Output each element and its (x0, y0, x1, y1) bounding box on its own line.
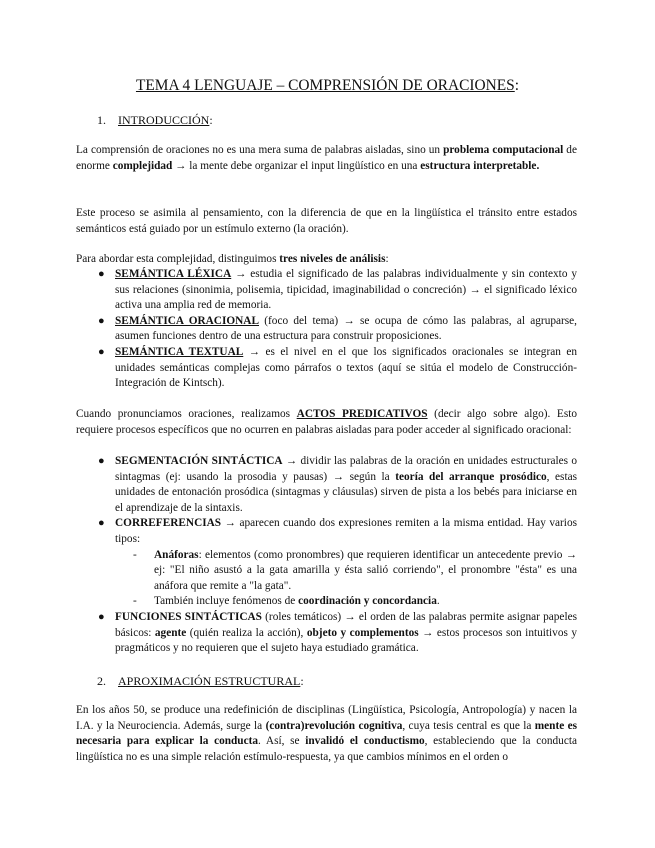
section-2-heading (97, 673, 304, 689)
level-label: SEMÁNTICA LÉXICA (115, 268, 232, 280)
list-item-textual (76, 345, 577, 392)
level-text: → es el nivel en el que los significados oracionales se integran en unidades semánticas complejas como párrafos o textos (aquí se sitúa el modelo de Construcción-Integración de Kintsch). (115, 345, 577, 390)
title-colon: : (514, 77, 520, 94)
text: Para abordar esta complejidad, distinguimos (76, 253, 280, 265)
section-2-colon: : (300, 674, 304, 688)
document-title (0, 76, 655, 96)
bold-text: coordinación y concordancia (298, 595, 437, 608)
bullet-icon: ● (98, 314, 105, 327)
text: (decir algo sobre algo). Esto requiere procesos específicos que no ocurren en palabras aisladas para poder acceder al significado oracional: (76, 408, 578, 436)
text: Cuando pronunciamos oraciones, realizamos (76, 408, 297, 420)
coref-sublist (115, 548, 577, 610)
text: : (385, 253, 389, 265)
section-1-colon: : (209, 113, 213, 127)
text: de enorme (76, 144, 577, 172)
act-label: SEGMENTACIÓN SINTÁCTICA (115, 455, 283, 467)
section-1-title: INTRODUCCIÓN (118, 113, 210, 127)
text: , estableciendo que la conducta lingüística no es una simple relación estímulo-respuesta, ya que cambios mínimos en el orden o (76, 735, 578, 763)
text: (roles temáticos) → el orden de las palabras permite asignar papeles básicos: (115, 610, 577, 639)
text: (quién realiza la acción), (186, 626, 307, 639)
list-item-lexica (76, 267, 577, 314)
bullet-icon: ● (98, 517, 105, 530)
list-item-funciones (76, 610, 577, 657)
text: . Así, se (258, 735, 306, 748)
text: : elementos (como pronombres) que requieren identificar un antecedente previo → ej: "El niño asustó a la gata amarilla y ésta salió corriendo", el pronombre "ésta" es una anáfora que remite a "la gata". (154, 548, 577, 592)
text: → aparecen cuando dos expresiones remiten a la misma entidad. Hay varios tipos: (115, 517, 577, 545)
text: . (436, 595, 440, 608)
level-text: (foco del tema) → se ocupa de cómo las palabras, al agruparse, asumen funciones dentro de una estructura para construir proposiciones. (115, 314, 578, 343)
list-item-oracional (76, 314, 577, 345)
bullet-icon: ● (98, 455, 105, 467)
list-item-correferencias (76, 516, 577, 610)
dash-icon: - (133, 548, 137, 561)
dash-icon: - (133, 595, 137, 608)
bullet-icon: ● (98, 268, 105, 280)
text: → estos procesos son intuitivos y pragmáticos y no requieren que el sujeto haya estudiado gramática. (115, 626, 578, 655)
sub-item-coordinacion (115, 594, 577, 610)
bold-text: problema computacional (443, 144, 564, 156)
bold-text: (contra)revolución cognitiva (265, 719, 403, 732)
text: La comprensión de oraciones no es una mera suma de palabras aisladas, sino un (76, 144, 444, 156)
section-1-heading (97, 112, 213, 128)
section-1-number: 1. (97, 113, 106, 127)
sub-item-anaforas (115, 548, 577, 595)
paragraph-cognitive (76, 703, 577, 765)
bold-text: teoría del arranque prosódico (395, 470, 547, 483)
bold-text: invalidó el conductismo (305, 735, 425, 748)
levels-list (76, 267, 577, 392)
paragraph-thought (76, 206, 577, 237)
act-label: FUNCIONES SINTÁCTICAS (115, 610, 262, 623)
act-label: CORREFERENCIAS (115, 517, 222, 530)
level-label: SEMÁNTICA ORACIONAL (115, 314, 259, 327)
level-label: SEMÁNTICA TEXTUAL (115, 345, 244, 358)
bold-text: objeto y complementos (306, 626, 419, 639)
paragraph-intro (76, 143, 577, 174)
text: También incluye fenómenos de (154, 595, 299, 608)
bullet-icon: ● (98, 610, 105, 623)
level-text: → estudia el significado de las palabras individualmente y sin contexto y sus relaciones (sinonimia, polisemia, tipicidad, imaginabilidad o concreción) → el significado léxico activa una amplia red de memoria. (115, 268, 577, 312)
bold-text: ACTOS PREDICATIVOS (296, 408, 428, 420)
bold-text: estructura interpretable. (420, 159, 540, 172)
text: , cuya tesis central es que la (402, 719, 535, 732)
bold-text: mente es necesaria para explicar la conducta (76, 719, 577, 748)
title-text: TEMA 4 LENGUAJE – COMPRENSIÓN DE ORACIONES (135, 77, 515, 94)
list-item-segmentacion (76, 454, 577, 516)
text: , estas unidades de entonación prosódica (sintagmas y cláusulas) sirven de pista a los bebés para iniciarse en el aprendizaje de la sintaxis. (115, 470, 578, 514)
text: En los años 50, se produce una redefinición de disciplinas (Lingüística, Psicología, Antropología) y nacen la I.A. y la Neurociencia. Además, surge la (76, 704, 577, 732)
acts-list (76, 454, 577, 657)
paragraph-acts (76, 407, 577, 438)
text: → la mente debe organizar el input lingüístico en una (172, 159, 421, 172)
bold-text: Anáforas (154, 548, 199, 561)
bold-text: agente (154, 626, 187, 639)
text: Este proceso se asimila al pensamiento, con la diferencia de que en la lingüística el tránsito entre estados semánticos está guiado por un estímulo externo (la oración). (76, 207, 577, 235)
text: → dividir las palabras de la oración en unidades estructurales o sintagmas (ej: usando la prosodia y pausas) → según la (115, 455, 577, 483)
section-2-title: APROXIMACIÓN ESTRUCTURAL (118, 674, 301, 688)
bullet-icon: ● (98, 345, 105, 358)
bold-text: tres niveles de análisis (279, 253, 386, 265)
section-2-number: 2. (97, 674, 106, 688)
paragraph-levels-intro (76, 252, 577, 268)
bold-text: complejidad (112, 159, 173, 172)
